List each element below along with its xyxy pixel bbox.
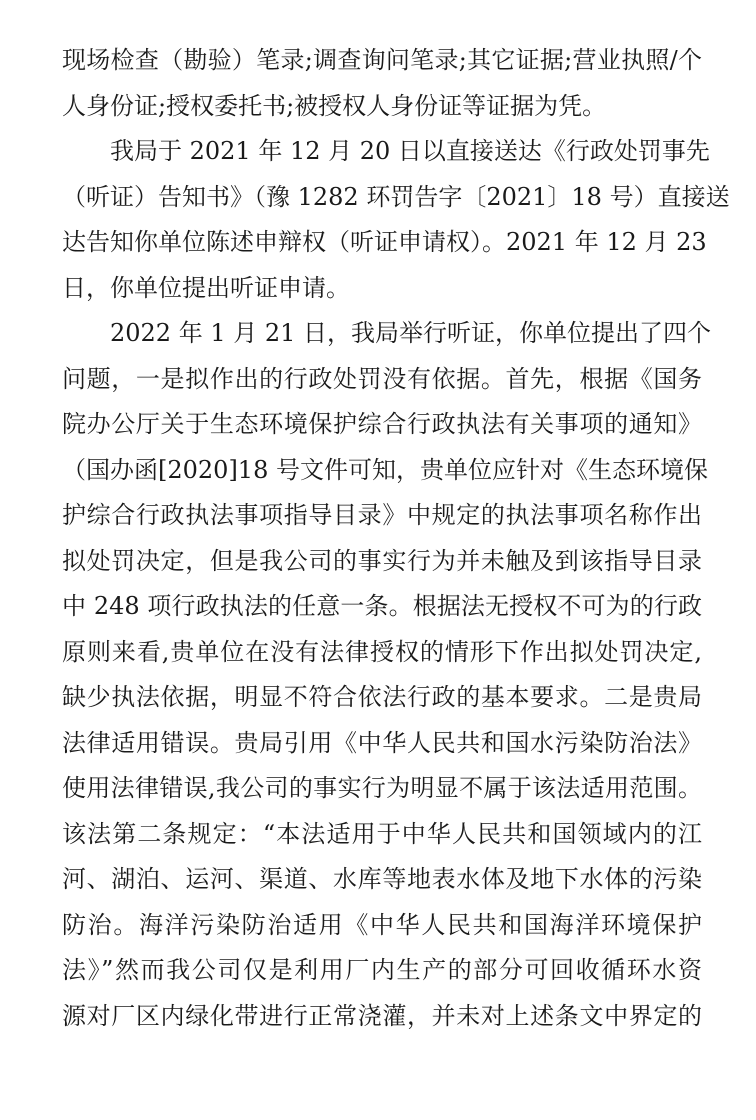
text-line: 使用法律错误,我公司的事实行为明显不属于该法适用范围。 <box>62 774 702 802</box>
text-line: 日，你单位提出听证申请。 <box>62 273 350 302</box>
paragraph-evidence <box>62 38 702 129</box>
text-line: 缺少执法依据，明显不符合依法行政的基本要求。二是贵局 <box>62 683 702 711</box>
text-line: 法律适用错误。贵局引用《中华人民共和国水污染防治法》 <box>62 728 702 757</box>
paragraph-notice <box>62 129 730 311</box>
text-line: 2022 年 1 月 21 日，我局举行听证，你单位提出了四个 <box>110 319 712 347</box>
text-line: 人身份证;授权委托书;被授权人身份证等证据为凭。 <box>62 91 607 120</box>
text-line: 护综合行政执法事项指导目录》中规定的执法事项名称作出 <box>62 501 702 529</box>
text-line: 我局于 2021 年 12 月 20 日以直接送达《行政处罚事先 <box>110 137 710 165</box>
text-line: 拟处罚决定，但是我公司的事实行为并未触及到该指导目录 <box>62 546 702 575</box>
text-line: 源对厂区内绿化带进行正常浇灌，并未对上述条文中界定的 <box>62 1001 702 1030</box>
text-line: 中 248 项行政执法的任意一条。根据法无授权不可为的行政 <box>62 592 702 620</box>
text-line: （听证）告知书》（豫 1282 环罚告字〔2021〕18 号）直接送 <box>62 182 730 211</box>
paragraph-hearing <box>62 311 712 1039</box>
text-line: 达告知你单位陈述申辩权（听证申请权）。2021 年 12 月 23 <box>62 228 707 256</box>
text-line: 法》”然而我公司仅是利用厂内生产的部分可回收循环水资 <box>62 956 702 984</box>
text-line: 该法第二条规定：“本法适用于中华人民共和国领域内的江 <box>62 819 702 848</box>
text-line: 问题，一是拟作出的行政处罚没有依据。首先，根据《国务 <box>62 364 702 393</box>
text-line: 防治。海洋污染防治适用《中华人民共和国海洋环境保护 <box>62 910 702 939</box>
document-page <box>62 38 730 1039</box>
text-line: （国办函[2020]18 号文件可知，贵单位应针对《生态环境保 <box>62 455 708 484</box>
text-line: 原则来看,贵单位在没有法律授权的情形下作出拟处罚决定, <box>62 637 702 666</box>
text-line: 院办公厅关于生态环境保护综合行政执法有关事项的通知》 <box>62 410 702 438</box>
text-line: 现场检查（勘验）笔录;调查询问笔录;其它证据;营业执照/个 <box>62 46 702 74</box>
text-line: 河、湖泊、运河、渠道、水库等地表水体及地下水体的污染 <box>62 865 702 893</box>
